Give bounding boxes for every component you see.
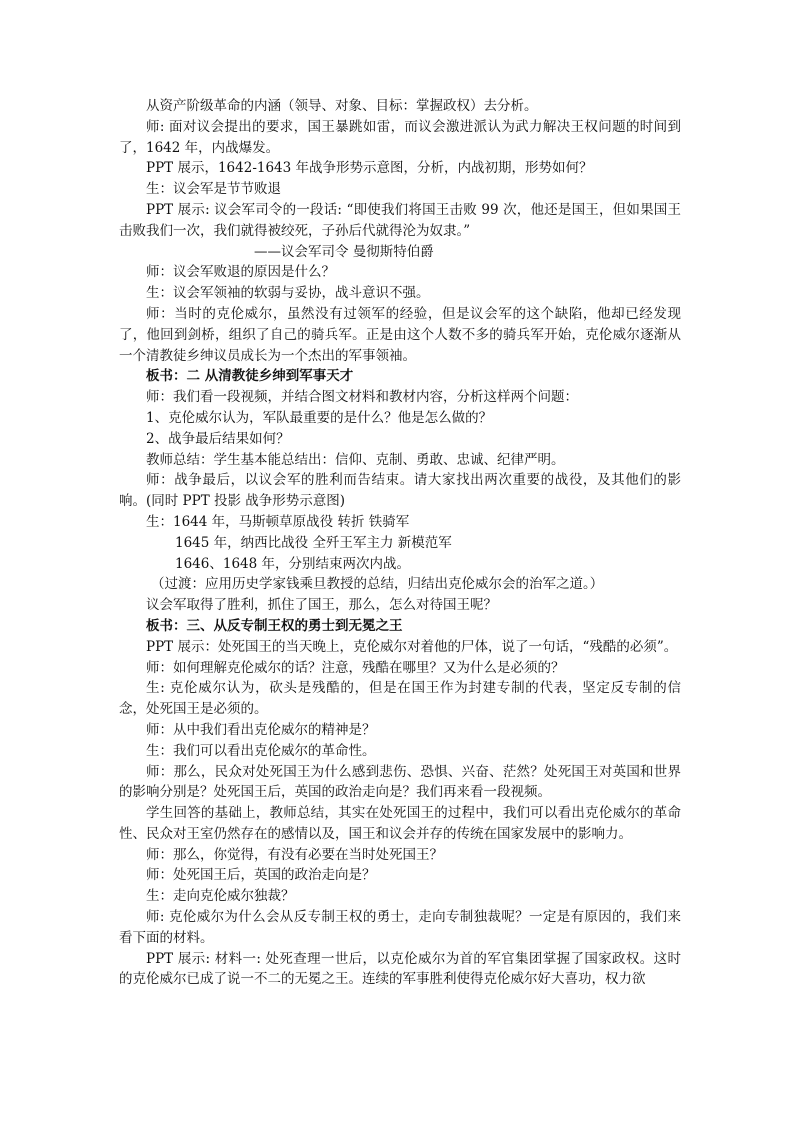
paragraph: 师：处死国王后，英国的政治走向是？ [146, 867, 376, 884]
attribution: ——议会军司令 曼彻斯特伯爵 [254, 243, 434, 260]
list-item: 2、战争最后结果如何？ [146, 430, 290, 447]
paragraph: 从资产阶级革命的内涵（领导、对象、目标：掌握政权）去分析。 [146, 98, 538, 114]
paragraph: 师：当时的克伦威尔，虽然没有过领军的经验，但是议会军的这个缺陷，他却已经发现了，他回到剑桥，组织了自己的骑兵军。正是由这个人数不多的骑兵军开始，克伦威尔逐渐从一个清教徒乡绅议员成长为一个杰出的军事领袖。 [119, 305, 681, 364]
paragraph: 师：从中我们看出克伦威尔的精神是？ [146, 721, 376, 738]
paragraph: 议会军取得了胜利，抓住了国王，那么，怎么对待国王呢？ [146, 597, 497, 614]
paragraph: 1645 年，纳西比战役 全歼王军主力 新模范军 [175, 534, 452, 551]
board-heading: 板书：二 从清教徒乡绅到军事天才 [146, 368, 354, 385]
paragraph: 师: 克伦威尔为什么会从反专制王权的勇士，走向专制独裁呢？一定是有原因的，我们来看下面的材料。 [119, 909, 681, 946]
paragraph: 生：议会军领袖的软弱与妥协，战斗意识不强。 [146, 285, 430, 302]
document-page [119, 96, 681, 990]
paragraph: （过渡：应用历史学家钱乘旦教授的总结，归结出克伦威尔会的治军之道。） [151, 576, 604, 593]
paragraph: PPT 展示: 议会军司令的一段话: “即使我们将国王击败 99 次，他还是国王，但如果国王击败我们一次，我们就得被绞死，子孙后代就得沦为奴隶。” [119, 201, 681, 239]
paragraph: 学生回答的基础上，教师总结，其实在处死国王的过程中，我们可以看出克伦威尔的革命性、民众对王室仍然存在的感情以及，国王和议会并存的传统在国家发展中的影响力。 [119, 805, 681, 842]
paragraph: 师：议会军败退的原因是什么？ [146, 264, 335, 281]
list-item: 1、克伦威尔认为，军队最重要的是什么？他是怎么做的？ [146, 409, 493, 426]
paragraph: PPT 展示，1642-1643 年战争形势示意图，分析，内战初期，形势如何？ [146, 160, 593, 177]
paragraph: PPT 展示：处死国王的当天晚上，克伦威尔对着他的尸体，说了一句话，“残酷的必须”。 [146, 638, 678, 655]
paragraph: 生：1644 年，马斯顿草原战役 转折 铁骑军 [146, 513, 410, 530]
paragraph: 师：如何理解克伦威尔的话？注意，残酷在哪里？又为什么是必须的？ [146, 659, 565, 676]
paragraph: 生：议会军是节节败退 [146, 181, 281, 198]
paragraph: 师：战争最后，以议会军的胜利而告结束。请大家找出两次重要的战役，及其他们的影响。(同时 PPT 投影 战争形势示意图) [119, 472, 681, 510]
paragraph: 生: 克伦威尔认为，砍头是残酷的，但是在国王作为封建专制的代表，坚定反专制的信念，处死国王是必须的。 [119, 680, 681, 718]
board-heading: 板书：三、从反专制王权的勇士到无冕之王 [146, 617, 403, 634]
paragraph: PPT 展示: 材料一: 处死查理一世后，以克伦威尔为首的军官集团掌握了国家政权。这时的克伦威尔已成了说一不二的无冕之王。连续的军事胜利使得克伦威尔好大喜功，权力欲 [119, 950, 681, 988]
paragraph: 教师总结：学生基本能总结出：信仰、克制、勇敢、忠诚、纪律严明。 [146, 451, 565, 468]
paragraph: 1646、1648 年，分别结束两次内战。 [175, 555, 411, 572]
paragraph: 师：那么，民众对处死国王为什么感到悲伤、恐惧、兴奋、茫然？处死国王对英国和世界的影响分别是？处死国王后，英国的政治走向是？我们再来看一段视频。 [119, 763, 681, 801]
paragraph: 生：走向克伦威尔独裁？ [146, 888, 295, 905]
paragraph: 师: 面对议会提出的要求，国王暴跳如雷，而议会激进派认为武力解决王权问题的时间到了，1642 年，内战爆发。 [119, 118, 681, 156]
paragraph: 师：我们看一段视频，并结合图文材料和教材内容，分析这样两个问题： [146, 389, 578, 406]
paragraph: 生：我们可以看出克伦威尔的革命性。 [146, 742, 376, 759]
paragraph: 师：那么，你觉得，有没有必要在当时处死国王？ [146, 846, 443, 863]
